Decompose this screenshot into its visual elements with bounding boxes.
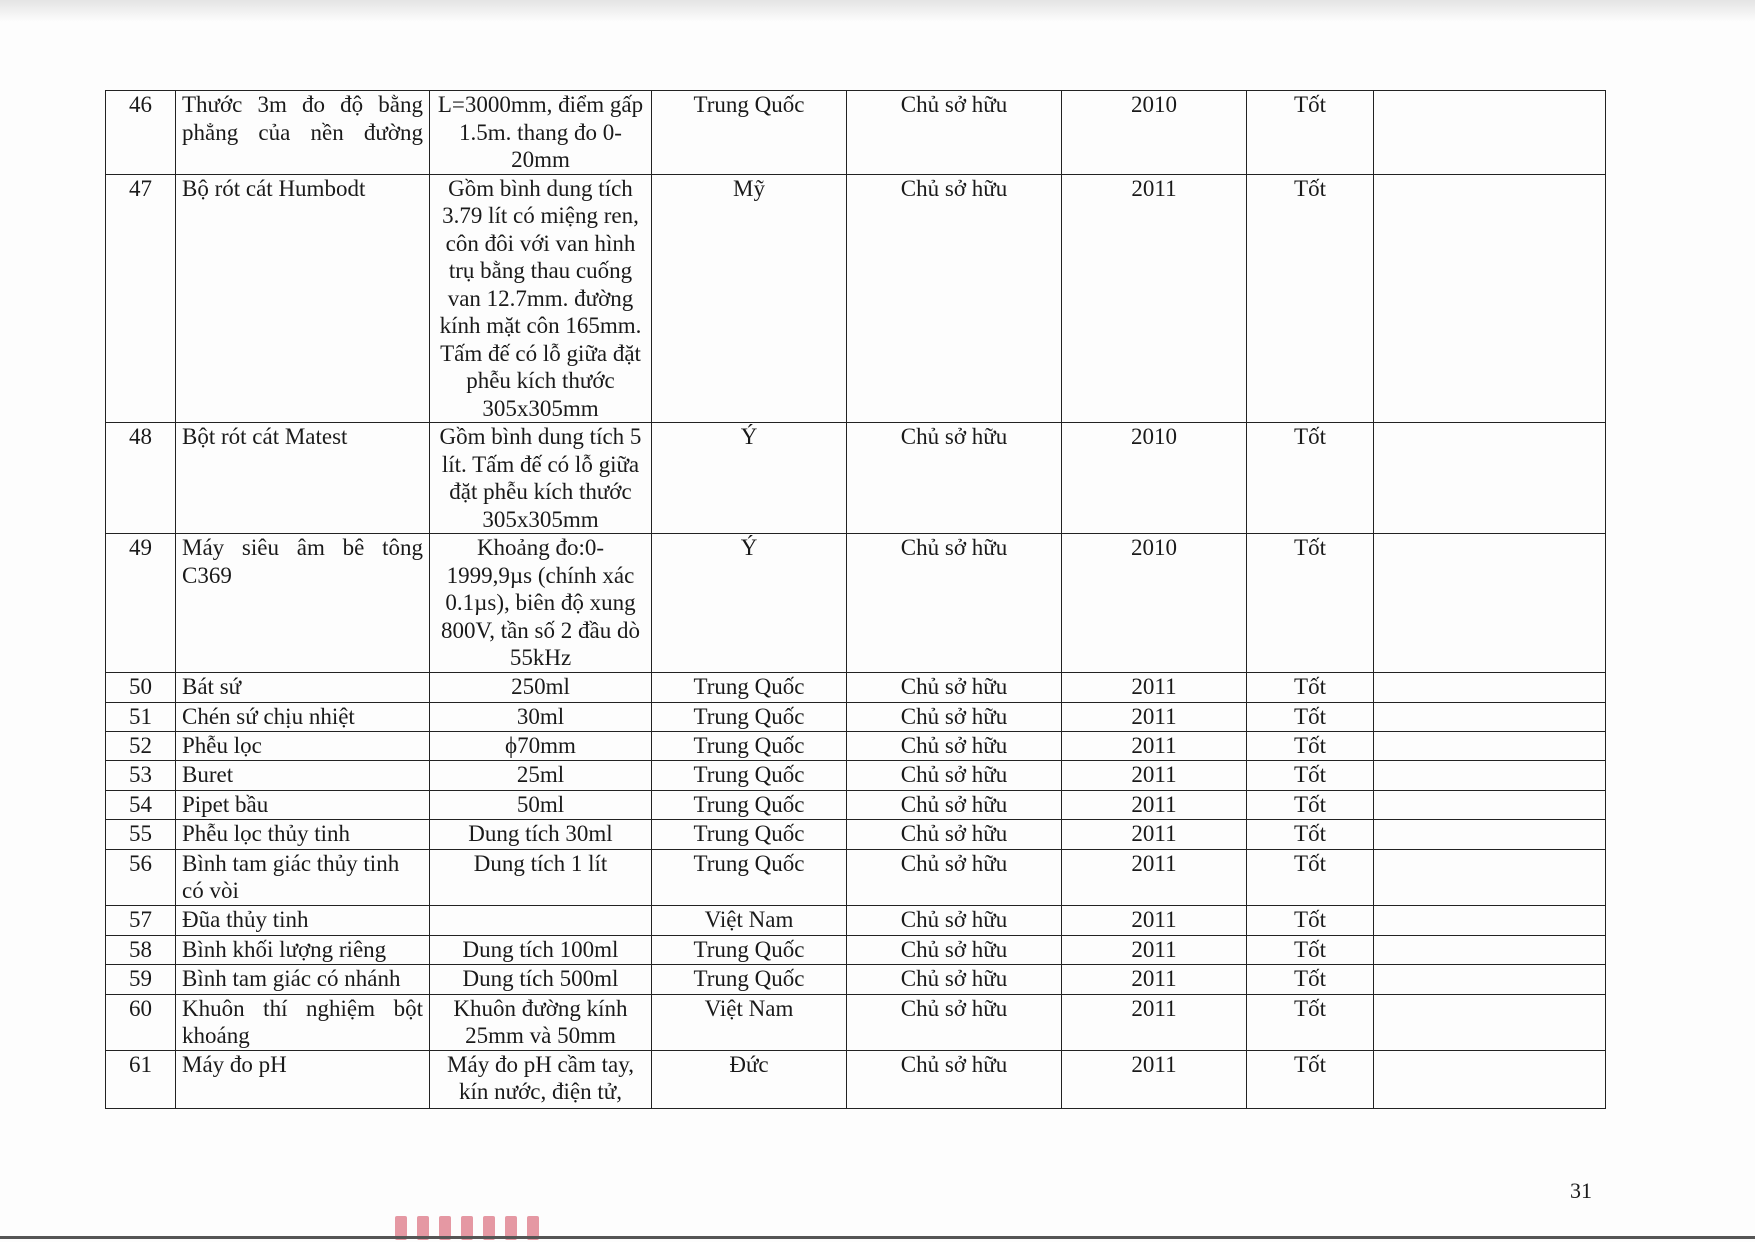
table-row xyxy=(106,760,1606,790)
equipment-name: Bình tam giác thủy tinh có vòi xyxy=(176,849,430,905)
year-in-use: 2010 xyxy=(1062,91,1247,175)
row-number: 55 xyxy=(106,819,176,849)
table-row xyxy=(106,672,1606,702)
year-in-use: 2011 xyxy=(1062,964,1247,994)
year-in-use: 2011 xyxy=(1062,849,1247,905)
origin-country: Trung Quốc xyxy=(652,731,847,760)
row-number: 51 xyxy=(106,702,176,731)
origin-country: Trung Quốc xyxy=(652,935,847,964)
condition-status: Tốt xyxy=(1247,174,1374,423)
row-number: 52 xyxy=(106,731,176,760)
ownership-status: Chủ sở hữu xyxy=(847,905,1062,935)
origin-country: Việt Nam xyxy=(652,994,847,1050)
ownership-status: Chủ sở hữu xyxy=(847,760,1062,790)
table-row xyxy=(106,790,1606,819)
condition-status: Tốt xyxy=(1247,534,1374,673)
ownership-status: Chủ sở hữu xyxy=(847,964,1062,994)
equipment-name: Chén sứ chịu nhiệt xyxy=(176,702,430,731)
equipment-spec: L=3000mm, điểm gấp 1.5m. thang đo 0-20mm xyxy=(430,91,652,175)
row-number: 47 xyxy=(106,174,176,423)
note-cell xyxy=(1374,994,1606,1050)
table-row xyxy=(106,964,1606,994)
ownership-status: Chủ sở hữu xyxy=(847,672,1062,702)
year-in-use: 2011 xyxy=(1062,1050,1247,1108)
equipment-name: Phễu lọc xyxy=(176,731,430,760)
equipment-name: Bình khối lượng riêng xyxy=(176,935,430,964)
equipment-name: Bình tam giác có nhánh xyxy=(176,964,430,994)
equipment-spec: 30ml xyxy=(430,702,652,731)
row-number: 58 xyxy=(106,935,176,964)
origin-country: Trung Quốc xyxy=(652,964,847,994)
row-number: 56 xyxy=(106,849,176,905)
ownership-status: Chủ sở hữu xyxy=(847,174,1062,423)
condition-status: Tốt xyxy=(1247,905,1374,935)
year-in-use: 2011 xyxy=(1062,174,1247,423)
note-cell xyxy=(1374,174,1606,423)
row-number: 48 xyxy=(106,423,176,534)
table-row xyxy=(106,849,1606,905)
equipment-name: Máy siêu âm bê tông C369 xyxy=(176,534,430,673)
row-number: 60 xyxy=(106,994,176,1050)
note-cell xyxy=(1374,849,1606,905)
equipment-table-body xyxy=(106,91,1606,1109)
table-row xyxy=(106,819,1606,849)
table-row xyxy=(106,935,1606,964)
year-in-use: 2011 xyxy=(1062,935,1247,964)
note-cell xyxy=(1374,819,1606,849)
condition-status: Tốt xyxy=(1247,790,1374,819)
year-in-use: 2010 xyxy=(1062,423,1247,534)
equipment-name: Phễu lọc thủy tinh xyxy=(176,819,430,849)
origin-country: Trung Quốc xyxy=(652,849,847,905)
ownership-status: Chủ sở hữu xyxy=(847,534,1062,673)
equipment-spec: Dung tích 500ml xyxy=(430,964,652,994)
year-in-use: 2011 xyxy=(1062,994,1247,1050)
row-number: 61 xyxy=(106,1050,176,1108)
equipment-spec: 25ml xyxy=(430,760,652,790)
equipment-spec: 250ml xyxy=(430,672,652,702)
condition-status: Tốt xyxy=(1247,672,1374,702)
year-in-use: 2011 xyxy=(1062,731,1247,760)
equipment-spec: 50ml xyxy=(430,790,652,819)
condition-status: Tốt xyxy=(1247,91,1374,175)
condition-status: Tốt xyxy=(1247,964,1374,994)
equipment-name: Buret xyxy=(176,760,430,790)
year-in-use: 2011 xyxy=(1062,702,1247,731)
row-number: 50 xyxy=(106,672,176,702)
equipment-spec: Gồm bình dung tích 3.79 lít có miệng ren, côn đôi với van hình trụ bằng thau cuống van 12.7mm. đường kính mặt côn 165mm. Tấm đế có lỗ giữa đặt phễu kích thước 305x305mm xyxy=(430,174,652,423)
equipment-name: Khuôn thí nghiệm bột khoáng xyxy=(176,994,430,1050)
equipment-name: Đũa thủy tinh xyxy=(176,905,430,935)
table-row xyxy=(106,534,1606,673)
condition-status: Tốt xyxy=(1247,849,1374,905)
ownership-status: Chủ sở hữu xyxy=(847,849,1062,905)
origin-country: Trung Quốc xyxy=(652,819,847,849)
ownership-status: Chủ sở hữu xyxy=(847,1050,1062,1108)
ownership-status: Chủ sở hữu xyxy=(847,790,1062,819)
equipment-spec: Khuôn đường kính 25mm và 50mm xyxy=(430,994,652,1050)
note-cell xyxy=(1374,790,1606,819)
table-row xyxy=(106,174,1606,423)
condition-status: Tốt xyxy=(1247,760,1374,790)
origin-country: Trung Quốc xyxy=(652,702,847,731)
equipment-spec xyxy=(430,905,652,935)
year-in-use: 2011 xyxy=(1062,905,1247,935)
equipment-name: Thước 3m đo độ bằng phẳng của nền đường xyxy=(176,91,430,175)
ownership-status: Chủ sở hữu xyxy=(847,91,1062,175)
equipment-name: Bát sứ xyxy=(176,672,430,702)
ownership-status: Chủ sở hữu xyxy=(847,702,1062,731)
year-in-use: 2011 xyxy=(1062,819,1247,849)
table-row xyxy=(106,994,1606,1050)
note-cell xyxy=(1374,534,1606,673)
ownership-status: Chủ sở hữu xyxy=(847,994,1062,1050)
equipment-name: Máy đo pH xyxy=(176,1050,430,1108)
note-cell xyxy=(1374,760,1606,790)
year-in-use: 2011 xyxy=(1062,790,1247,819)
year-in-use: 2011 xyxy=(1062,760,1247,790)
ownership-status: Chủ sở hữu xyxy=(847,819,1062,849)
equipment-spec: Dung tích 100ml xyxy=(430,935,652,964)
equipment-spec: Máy đo pH cầm tay, kín nước, điện tử, xyxy=(430,1050,652,1108)
note-cell xyxy=(1374,91,1606,175)
equipment-spec: Dung tích 30ml xyxy=(430,819,652,849)
equipment-name: Pipet bầu xyxy=(176,790,430,819)
equipment-spec: Gồm bình dung tích 5 lít. Tấm đế có lỗ giữa đặt phễu kích thước 305x305mm xyxy=(430,423,652,534)
ownership-status: Chủ sở hữu xyxy=(847,423,1062,534)
table-row xyxy=(106,702,1606,731)
note-cell xyxy=(1374,702,1606,731)
note-cell xyxy=(1374,935,1606,964)
note-cell xyxy=(1374,672,1606,702)
origin-country: Ý xyxy=(652,423,847,534)
equipment-spec: Khoảng đo:0-1999,9µs (chính xác 0.1µs), biên độ xung 800V, tần số 2 đầu dò 55kHz xyxy=(430,534,652,673)
note-cell xyxy=(1374,905,1606,935)
equipment-spec: Dung tích 1 lít xyxy=(430,849,652,905)
note-cell xyxy=(1374,731,1606,760)
table-row xyxy=(106,731,1606,760)
equipment-table xyxy=(105,90,1606,1109)
condition-status: Tốt xyxy=(1247,702,1374,731)
condition-status: Tốt xyxy=(1247,819,1374,849)
condition-status: Tốt xyxy=(1247,1050,1374,1108)
condition-status: Tốt xyxy=(1247,423,1374,534)
origin-country: Mỹ xyxy=(652,174,847,423)
origin-country: Đức xyxy=(652,1050,847,1108)
condition-status: Tốt xyxy=(1247,994,1374,1050)
origin-country: Trung Quốc xyxy=(652,760,847,790)
row-number: 59 xyxy=(106,964,176,994)
origin-country: Ý xyxy=(652,534,847,673)
row-number: 49 xyxy=(106,534,176,673)
row-number: 57 xyxy=(106,905,176,935)
table-row xyxy=(106,423,1606,534)
condition-status: Tốt xyxy=(1247,731,1374,760)
row-number: 46 xyxy=(106,91,176,175)
condition-status: Tốt xyxy=(1247,935,1374,964)
origin-country: Trung Quốc xyxy=(652,91,847,175)
scan-bottom-edge xyxy=(0,1236,1755,1239)
year-in-use: 2011 xyxy=(1062,672,1247,702)
table-row xyxy=(106,1050,1606,1108)
equipment-name: Bột rót cát Matest xyxy=(176,423,430,534)
origin-country: Trung Quốc xyxy=(652,672,847,702)
row-number: 53 xyxy=(106,760,176,790)
equipment-name: Bộ rót cát Humbodt xyxy=(176,174,430,423)
note-cell xyxy=(1374,1050,1606,1108)
row-number: 54 xyxy=(106,790,176,819)
origin-country: Việt Nam xyxy=(652,905,847,935)
table-row xyxy=(106,91,1606,175)
origin-country: Trung Quốc xyxy=(652,790,847,819)
year-in-use: 2010 xyxy=(1062,534,1247,673)
equipment-spec: ϕ70mm xyxy=(430,731,652,760)
page-number: 31 xyxy=(1570,1178,1592,1203)
ownership-status: Chủ sở hữu xyxy=(847,731,1062,760)
note-cell xyxy=(1374,423,1606,534)
note-cell xyxy=(1374,964,1606,994)
ownership-status: Chủ sở hữu xyxy=(847,935,1062,964)
scan-edge-shadow xyxy=(0,0,1755,22)
table-row xyxy=(106,905,1606,935)
